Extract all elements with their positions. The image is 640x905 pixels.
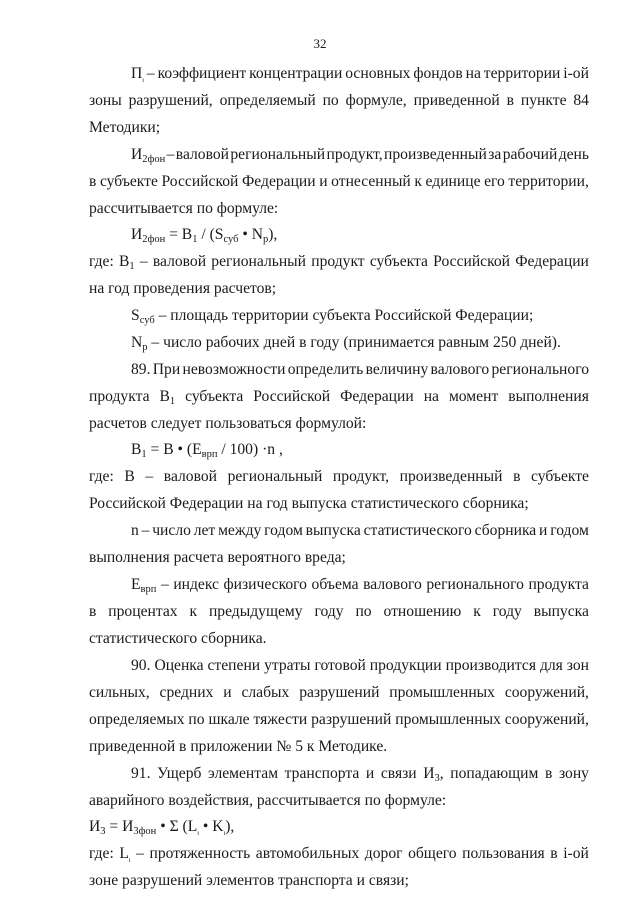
text-line: где: В1 – валовой региональный продукт субъекта Российской Федерации	[89, 253, 589, 272]
text-line: где: В – валовой региональный продукт, произведенный в субъекте	[89, 468, 589, 485]
text-line: Методики;	[89, 119, 161, 136]
formula-line: И3 = И3фон • Σ (Lᵢ • Kᵢ),	[89, 818, 235, 837]
text-line: расчетов следует пользоваться формулой:	[89, 415, 367, 432]
text-line: приведенной в приложении № 5 к Методике.	[89, 738, 388, 755]
text-line: Nр – число рабочих дней в году (принимается равным 250 дней).	[131, 334, 561, 353]
text-line: рассчитывается по формуле:	[89, 200, 279, 217]
text-line: 91. Ущерб элементам транспорта и связи И3, попадающим в зону	[131, 765, 589, 784]
text-line: статистического сборника.	[89, 630, 267, 647]
page-number: 32	[313, 36, 327, 51]
text-line: аварийного воздействия, рассчитывается по формуле:	[89, 792, 447, 809]
text-line: И2фон – валовой региональный продукт, произведенный за рабочий день	[131, 146, 589, 165]
text-line: выполнения расчета вероятного вреда;	[89, 549, 346, 566]
formula-line: В1 = В • (Еврп / 100) ·n ,	[131, 441, 283, 460]
text-line: зоны разрушений, определяемый по формуле, приведенной в пункте 84	[89, 92, 589, 109]
text-line: сильных, средних и слабых разрушений промышленных сооружений,	[89, 684, 589, 701]
text-line: продукта В1 субъекта Российской Федерации на момент выполнения	[89, 388, 589, 407]
text-line: в субъекте Российской Федерации и отнесенный к единице его территории,	[89, 173, 589, 190]
text-line: зоне разрушений элементов транспорта и связи;	[89, 872, 409, 889]
text-line: в процентах к предыдущему году по отношению к году выпуска	[89, 603, 589, 620]
formula-line: И2фон = В1 / (Sсуб • Nр),	[131, 226, 278, 245]
text-line: определяемых по шкале тяжести разрушений промышленных сооружений,	[89, 711, 589, 728]
text-line: где: Lᵢ – протяженность автомобильных дорог общего пользования в i-ой	[89, 845, 589, 864]
text-line: 89. При невозможности определить величину валового регионального	[131, 361, 589, 378]
text-line: на год проведения расчетов;	[89, 280, 277, 297]
text-line: Sсуб – площадь территории субъекта Российской Федерации;	[131, 307, 534, 326]
text-line: Еврп – индекс физического объема валового регионального продукта	[131, 576, 589, 595]
text-line: Российской Федерации на год выпуска статистического сборника;	[89, 495, 529, 512]
text-line: 90. Оценка степени утраты готовой продукции производится для зон	[131, 657, 589, 674]
text-line: Пᵢ – коэффициент концентрации основных фондов на территории i-ой	[131, 65, 589, 84]
text-line: n – число лет между годом выпуска статистического сборника и годом	[131, 522, 589, 539]
